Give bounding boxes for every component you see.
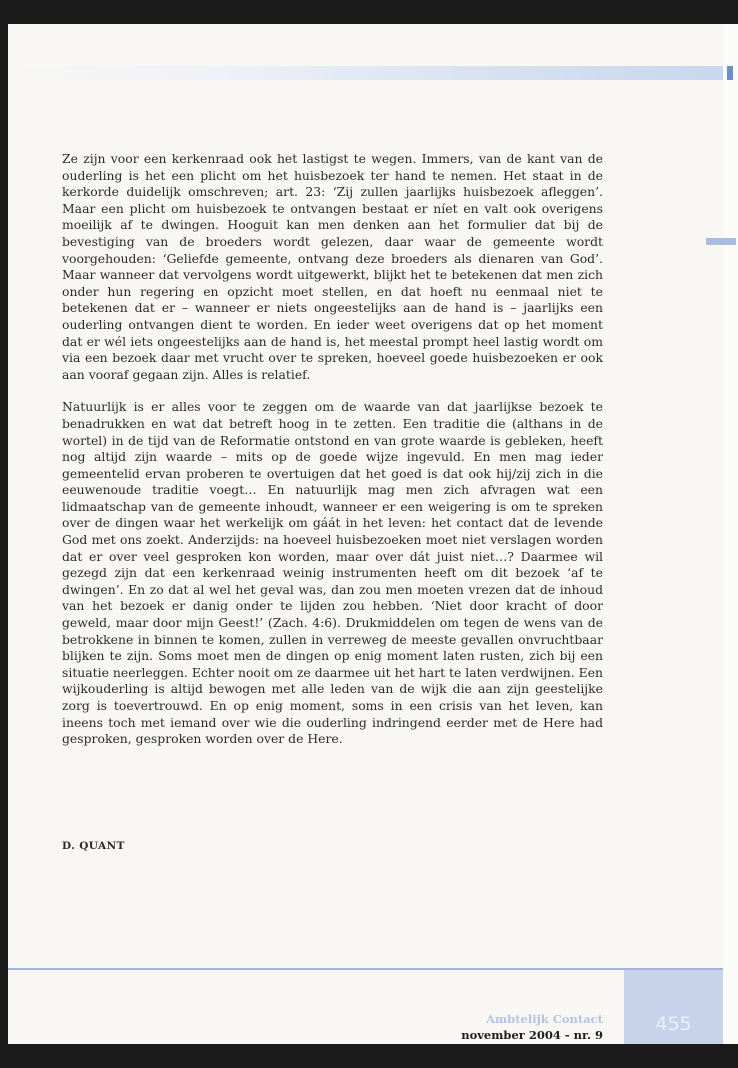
paragraph-2: Natuurlijk is er alles voor te zeggen om de waarde van dat jaarlijkse bezoek te benadrukken en wat dat betreft hoog in te zetten. Een traditie die (althans in de wortel) in de tijd van de Reformatie ontstond en van grote waarde is gebleken, heeft nog altijd zijn waarde – mits op de goede wijze ingevuld. En men mag ieder gemeentelid ervan proberen te overtuigen dat het goed is dat ook hij/zij zich in die eeuwenoude traditie voegt… En natuurlijk mag men zich afvragen wat een lidmaatschap van de gemeente inhoudt, wanneer er een weigering is om te spreken over de dingen waar het werkelijk om gáát in het leven: het contact dat de levende God met ons zoekt. Anderzijds: na hoeveel huisbezoeken moet niet verslagen worden dat er over veel gesproken kon worden, maar over dát juist niet…? Daarmee wil gezegd zijn dat een kerkenraad weinig instrumenten heeft om dit bezoek ‘af te dwingen’. En zo dat al wel het geval was, dan zou men moeten vrezen dat de inhoud van het bezoek er danig onder te lijden zou hebben. ‘Niet door kracht of door geweld, maar door mijn Geest!’ (Zach. 4:6). Drukmiddelen om tegen de wens van de betrokkene in binnen te komen, zullen in verreweg de meeste gevallen onvruchtbaar blijken te zijn. Soms moet men de dingen op enig moment laten rusten, zich bij een situatie neerleggen. Echter nooit om ze daarmee uit het hart te laten verdwijnen. Een wijkouderling is altijd bewogen met alle leden van de wijk die aan zijn geestelijke zorg is toevertrouwd. En op enig moment, soms in een crisis van het leven, kan ineens toch met iemand over wie die ouderling indringend eerder met de Here had gesproken, gesproken worden over de Here. xyxy=(62,399,603,747)
footer-rule xyxy=(8,968,723,970)
edge-accent-mark xyxy=(727,66,733,80)
document-page xyxy=(8,24,723,1044)
edge-tab-mark xyxy=(706,238,736,245)
page-number-box xyxy=(624,970,723,1044)
article-body xyxy=(62,151,603,764)
facing-page-edge xyxy=(723,24,738,1044)
issue-label: november 2004 - nr. 9 xyxy=(461,1028,603,1042)
author-signature: D. QUANT xyxy=(62,840,125,852)
paragraph-1: Ze zijn voor een kerkenraad ook het lastigst te wegen. Immers, van de kant van de ouderling is het een plicht om het huisbezoek ter hand te nemen. Het staat in de kerkorde duidelijk omschreven; art. 23: ‘Zij zullen jaarlijks huisbezoek afleggen’. Maar een plicht om huisbezoek te ontvangen bestaat er níet en valt ook overigens moeilijk af te dwingen. Hooguit kan men denken aan het formulier dat bij de bevestiging van de broeders wordt gelezen, daar waar de gemeente wordt voorgehouden: ‘Geliefde gemeente, ontvang deze broeders als dienaren van God’. Maar wanneer dat vervolgens wordt uitgewerkt, blijkt het te betekenen dat men zich onder hun regering en opzicht moet stellen, en dat hoeft nu eenmaal niet te betekenen dat er – wanneer er niets ongeestelijks aan de hand is – jaarlijks een ouderling ontvangen dient te worden. En ieder weet overigens dat op het moment dat er wél iets ongeestelijks aan de hand is, het meestal prompt heel lastig wordt om via een bezoek daar met vrucht over te spreken, hoeveel goede huisbezoeken er ook aan vooraf gegaan zijn. Alles is relatief. xyxy=(62,151,603,382)
magazine-title: Ambtelijk Contact xyxy=(486,1012,603,1026)
header-band xyxy=(8,66,723,80)
page-number: 455 xyxy=(655,1013,692,1035)
